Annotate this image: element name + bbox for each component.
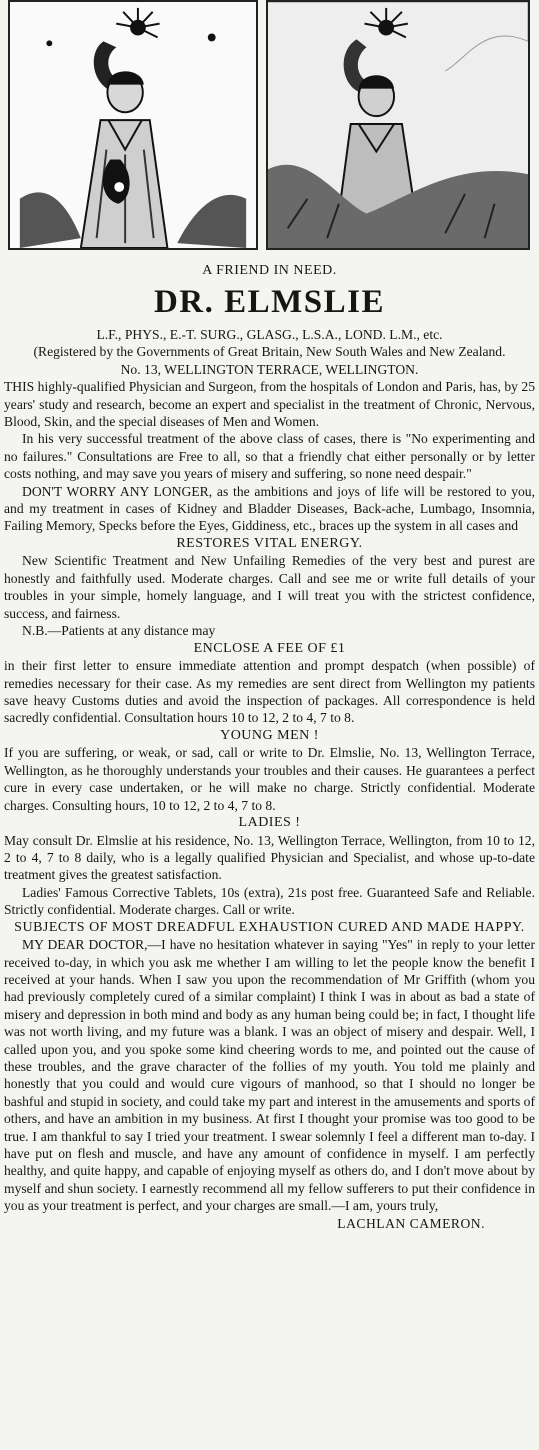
page-title: DR. ELMSLIE [153,284,386,320]
ladies-paragraph: May consult Dr. Elmslie at his residence, No. 13, Wellington Terrace, Wellington, from 10 to 12, 2 to 4, 7 to 8 daily, who is a legally qualified Physician and Specialist, and whose up-to-date treatment gives the greatest satisfaction. [4,832,535,883]
kicker: A FRIEND IN NEED. [202,263,337,278]
goddess-with-lamp-icon [266,0,530,250]
young-men-heading: YOUNG MEN ! [220,727,319,743]
ladies-heading: LADIES ! [238,814,301,830]
signature: LACHLAN CAMERON. [337,1215,485,1231]
nb-line: N.B.—Patients at any distance may [22,623,216,639]
scientific-treatment-paragraph: New Scientific Treatment and New Unfailing Remedies of the very best and purest are honestly and faithfully used. Moderate charges. Call and see me or write full details of your troubles in your simple, homely language, and I will treat you with the strictest confidence, success, and fairness. [4,553,535,621]
exhaustion-heading: SUBJECTS OF MOST DREADFUL EXHAUSTION CURED AND MADE HAPPY. [14,919,525,935]
credentials: L.F., PHYS., E.-T. SURG., GLASG., L.S.A., LOND. L.M., etc. [96,327,443,342]
intro-paragraph: THIS highly-qualified Physician and Surgeon, from the hospitals of London and Paris, has, by 25 years' study and research, become an expert and specialist in the treatment of Chronic, Nervous, Blood, Skin, and the special diseases of Men and Women. [4,379,535,430]
registration-note: (Registered by the Governments of Great Britain, New South Wales and New Zealand. [33,344,506,360]
advertisement-text [4,262,535,1232]
enclose-paragraph: in their first letter to ensure immediate attention and prompt despatch (when possible) of remedies necessary for their case. As my remedies are sent direct from Wellington my patients save heavy Customs duties and avoid the inspection of packages. All correspondence is held sacredly confidential. Consultation hours 10 to 12, 2 to 4, 7 to 8. [4,658,535,726]
testimonial-letter: MY DEAR DOCTOR,—I have no hesitation whatever in saying "Yes" in reply to your letter received to-day, in which you ask me whether I am willing to let the people know the benefit I received at your hands. When I saw you upon the recommendation of Mr Griffith (whom you had previously completely cured of a similar complaint) I think I was in about as bad a state of misery and depression in both mind and body as any human being could be; in fact, I thought life was not worth living, and my future was a blank. I was an object of misery and despair. Well, I called upon you, and you spoke some kind cheering words to me, and pointed out the cause of these troubles, and the grave character of the follies of my youth. You told me plainly and honestly that you could and would cure vigours of manhood, so that I should no longer be bashful and stupid in society, and could take my part and interest in the amusements and sports of others, and have an ambition in my business. At first I thought your promise was too good to be true. I am thankful to say I tried your treatment. I swear solemnly I feel a different man to-day. I have put on flesh and muscle, and have any amount of confidence in myself. I am perfectly healthy, and quite happy, and capable of enjoying myself as others do, and I don't move about by myself and shun society. I earnestly recommend all my fellow sufferers to put their confidence in you as your treatment is perfect, and your charges are small.—I am, yours truly, [4,937,535,1214]
practice-paragraph: In his very successful treatment of the above class of cases, there is "No experimenting and no failures." Consultations are Free to all, so that a friendly chat either personally or by letter costs nothing, and may save you years of misery and suffering, so none need despair." [4,431,535,482]
enclose-fee-heading: ENCLOSE A FEE OF £1 [193,640,346,656]
tablets-paragraph: Ladies' Famous Corrective Tablets, 10s (extra), 21s post free. Guaranteed Safe and Reliable. Strictly confidential. Moderate charges. Call or write. [4,884,535,918]
young-men-paragraph: If you are suffering, or weak, or sad, call or write to Dr. Elmslie, No. 13, Wellington Terrace, Wellington, as he thoroughly understands your troubles and their causes. He guarantees a perfect cure in every case undertaken, or he will make no charge. Strictly confidential. Moderate charges. Consulting hours, 10 to 12, 2 to 4, 7 to 8. [4,745,535,813]
restores-heading: RESTORES VITAL ENERGY. [176,535,363,551]
dont-worry-paragraph: DON'T WORRY ANY LONGER, as the ambitions and joys of life will be restored to you, and my treatment in cases of Kidney and Bladder Diseases, Back-ache, Lumbago, Insomnia, Failing Memory, Specks before the Eyes, Giddiness, etc., braces up the system in all cases and [4,483,535,534]
address: No. 13, WELLINGTON TERRACE, WELLINGTON. [120,361,419,377]
goddess-with-lamp-icon [8,0,258,250]
